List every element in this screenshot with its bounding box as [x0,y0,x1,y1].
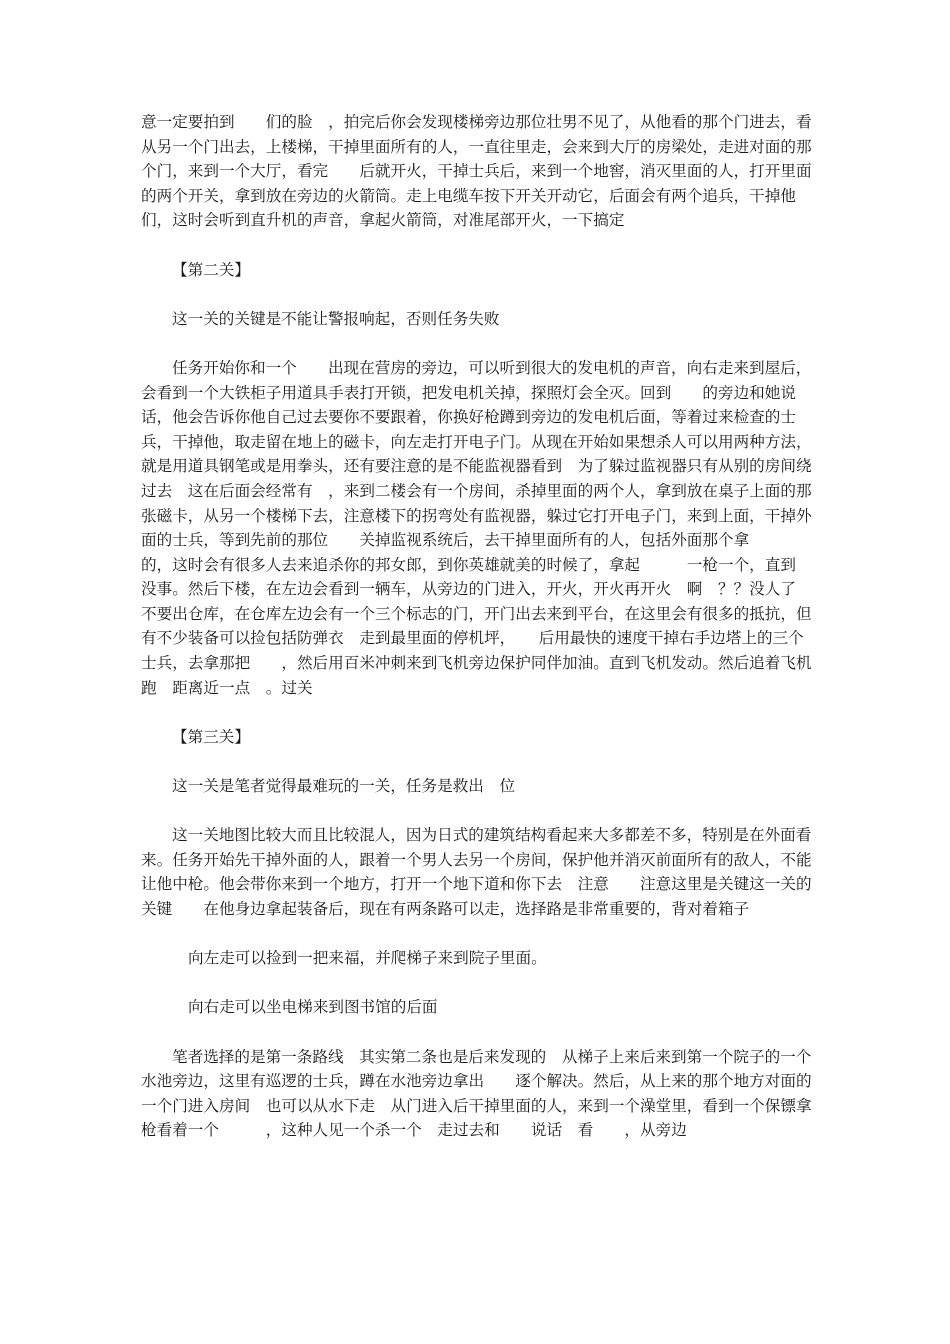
paragraph-gap [141,749,817,774]
paragraph-gap [141,971,817,996]
paragraph-gap [141,282,817,307]
paragraph-gap [141,233,817,258]
paragraph-continuation: 意一定要拍到 们的脸 ，拍完后你会发现楼梯旁边那位壮男不见了，从他看的那个门进去，看 从另一个门出去，上楼梯，干掉里面所有的人，一直往里走，会来到大厅的房梁处，走进对面的那个门，来到一个大厅，看完 后就开火，干掉士兵后，来到一个地窖，消灭里面的人，打开里面的两个开关，拿到放在旁边的火箭筒。走上电缆车按下开关开动它，后面会有两个追兵，干掉他们，这时会听到直升机的声音，拿起火箭筒，对准尾部开火，一下搞定 [141,113,843,230]
level-3-walkthrough: 这一关地图比较大而且比较混人，因为日式的建筑结构看起来大多都差不多，特别是在外面看来。任务开始先干掉外面的人，跟着一个男人去另一个房间，保护他并消灭前面所有的敌人，不能让他中枪。他会带你来到一个地方，打开一个地下道和你下去 注意 注意这里是关键这一关的关键 在他身边拿起装备后，现在有两条路可以走，选择路是非常重要的，背对着箱子 [141,826,812,918]
paragraph-gap [141,1020,817,1045]
route-option-right: 向右走可以坐电梯来到图书馆的后面 [188,998,438,1017]
level-2-walkthrough: 任务开始你和一个 出现在营房的旁边，可以听到很大的发电机的声音，向右走来到屋后，会看到一个大铁柜子用道具手表打开锁，把发电机关掉，探照灯会全灭。回到 的旁边和她说话，他会告诉你他自己过去要你不要跟着，你换好枪蹲到旁边的发电机后面，等着过来检查的士兵，干掉他，取走留在地上的磁卡，向左走打开电子门。从现在开始如果想杀人可以用两种方法，就是用道具钢笔或是用拳头，还有要注意的是不能监视器看到 为了躲过监视器只有从别的房间绕过去 这在后面会经常有 ，来到二楼会有一个房间，杀掉里面的两个人，拿到放在桌子上面的那张磁卡，从另一个楼梯下去，注意楼下的拐弯处有监视器，躲过它打开电子门，来到上面，干掉外面的士兵，等到先前的那位 关掉监视系统后，去干掉里面所有的人，包括外面那个拿 的，这时会有很多人去来追杀你的邦女郎，到你英雄就美的时候了，拿起 一枪一个，直到 没事。然后下楼，在左边会看到一辆车，从旁边的门进入，开火，开火再开火 啊 ？？没人了 不要出仓库，在仓库左边会有一个三个标志的门，开门出去来到平台，在这里会有很多的抵抗，但有不少装备可以捡包括防弹衣 走到最里面的停机坪， 后用最快的速度干掉右手边塔上的三个士兵，去拿那把 ，然后用百米冲刺来到飞机旁边保护同伴加油。直到飞机发动。然后追着飞机跑 距离近一点 。过关 [141,358,828,697]
level-3-objective: 这一关是笔者觉得最难玩的一关，任务是救出 位 [172,777,516,796]
paragraph-gap [141,922,817,947]
section-heading-level-3: 【第三关】 [172,727,250,746]
route-option-left: 向左走可以捡到一把来福，并爬梯子来到院子里面。 [188,949,547,968]
level-3-route-detail: 笔者选择的是第一条路线 其实第二条也是后来发现的 从梯子上来后来到第一个院子的一个水池旁边，这里有巡逻的士兵，蹲在水池旁边拿出 逐个解决。然后，从上来的那个地方对面的一个门进入房间 也可以从水下走 从门进入后干掉里面的人，来到一个澡堂里，看到一个保镖拿枪看着一个 ，这种人见一个杀一个 走过去和 说话 看 ，从旁边 [141,1047,812,1140]
paragraph-gap [141,331,817,356]
level-2-key-note: 这一关的关键是不能让警报响起，否则任务失败 [172,309,500,328]
paragraph-gap [141,700,817,725]
section-heading-level-2: 【第二关】 [172,260,250,279]
paragraph-gap [141,799,817,824]
document-page [141,110,843,1143]
